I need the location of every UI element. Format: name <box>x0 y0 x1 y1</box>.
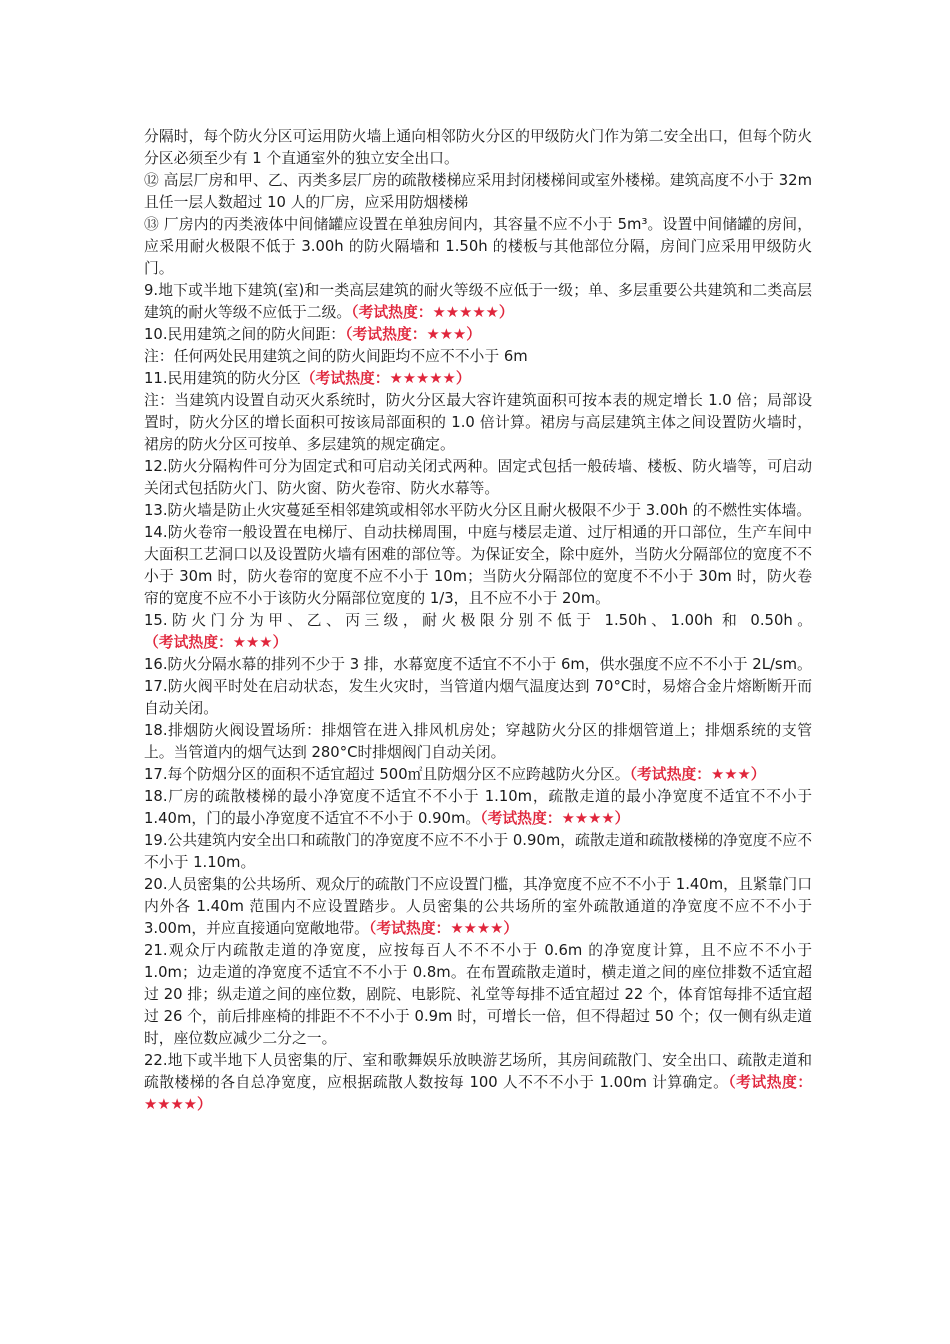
paragraph-text: 注：任何两处民用建筑之间的防火间距均不应不不小于 6m <box>144 348 528 365</box>
paragraph-text: 18.厂房的疏散楼梯的最小净宽度不适宜不不小于 1.10m，疏散走道的最小净宽度不适宜不不小于 1.40m，门的最小净宽度不适宜不不小于 0.90m。 <box>144 788 812 827</box>
paragraph-text: ⑬ 厂房内的丙类液体中间储罐应设置在单独房间内，其容量不应不小于 5m³。设置中间储罐的房间，应采用耐火极限不低于 3.00h 的防火隔墙和 1.50h 的楼板与其他部位分隔，房间门应采用甲级防火门。 <box>144 216 812 277</box>
paragraph-item-11 <box>144 368 812 390</box>
paragraph-text: 17.每个防烟分区的面积不适宜超过 500㎡且防烟分区不应跨越防火分区。 <box>144 766 630 783</box>
exam-heat-label: （考试热度：★★★★） <box>480 810 630 827</box>
paragraph-text: 15.防火门分为甲、乙、丙三级，耐火极限分别不低于 1.50h、1.00h 和 0.50h。 <box>144 612 812 629</box>
paragraph-note-10 <box>144 346 812 368</box>
paragraph-13 <box>144 214 812 280</box>
paragraph-text: 11.民用建筑的防火分区 <box>144 370 301 387</box>
paragraph-text: 21.观众厅内疏散走道的净宽度，应按每百人不不不小于 0.6m 的净宽度计算，且不应不不小于 1.0m；边走道的净宽度不适宜不不小于 0.8m。在布置疏散走道时，横走道之间的座位排数不适宜超过 20 排；纵走道之间的座位数，剧院、电影院、礼堂等每排不适宜超过 22 个，体育馆每排不适宜超过 26 个，前后排座椅的排距不不不小于 0.9m 时，可增长一倍，但不得超过 50 个；仅一侧有纵走道时，座位数应减少二分之一。 <box>144 942 812 1047</box>
paragraph-text: 12.防火分隔构件可分为固定式和可启动关闭式两种。固定式包括一般砖墙、楼板、防火墙等，可启动关闭式包括防火门、防火窗、防火卷帘、防火水幕等。 <box>144 458 812 497</box>
paragraph-item-20 <box>144 874 812 940</box>
paragraph-item-18b <box>144 786 812 830</box>
paragraph-text: 18.排烟防火阀设置场所：排烟管在进入排风机房处；穿越防火分区的排烟管道上；排烟系统的支管上。当管道内的烟气达到 280°C时排烟阀门自动关闭。 <box>144 722 812 761</box>
paragraph-text: 分隔时，每个防火分区可运用防火墙上通向相邻防火分区的甲级防火门作为第二安全出口，但每个防火分区必须至少有 1 个直通室外的独立安全出口。 <box>144 128 812 167</box>
paragraph-text: 注：当建筑内设置自动灭火系统时，防火分区最大容许建筑面积可按本表的规定增长 1.0 倍；局部设置时，防火分区的增长面积可按该局部面积的 1.0 倍计算。裙房与高层建筑主体之间设置防火墙时，裙房的防火分区可按单、多层建筑的规定确定。 <box>144 392 812 453</box>
exam-heat-label: （考试热度：★★★★） <box>368 920 519 937</box>
paragraph-item-17a <box>144 676 812 720</box>
paragraph-item-16 <box>144 654 812 676</box>
exam-heat-label: （考试热度：★★★） <box>345 326 482 343</box>
paragraph-text: 16.防火分隔水幕的排列不少于 3 排，水幕宽度不适宜不不小于 6m，供水强度不应不不小于 2L/sm。 <box>144 656 812 673</box>
paragraph-item-22 <box>144 1050 812 1116</box>
paragraph-item-13 <box>144 500 812 522</box>
exam-heat-label: （考试热度：★★★★） <box>144 1074 812 1113</box>
paragraph-item-12 <box>144 456 812 500</box>
paragraph-text: 13.防火墙是防止火灾蔓延至相邻建筑或相邻水平防火分区且耐火极限不少于 3.00h 的不燃性实体墙。 <box>144 502 812 519</box>
paragraph-item-21 <box>144 940 812 1050</box>
exam-heat-label: （考试热度：★★★） <box>629 766 766 783</box>
paragraph-item-9 <box>144 280 812 324</box>
paragraph-text: 20.人员密集的公共场所、观众厅的疏散门不应设置门槛，其净宽度不应不不小于 1.40m，且紧靠门口内外各 1.40m 范围内不应设置踏步。人员密集的公共场所的室外疏散通道的净宽度不应不不小于 3.00m，并应直接通向宽敞地带。 <box>144 876 812 937</box>
paragraph-item-17b <box>144 764 812 786</box>
paragraph-item-10 <box>144 324 812 346</box>
paragraph-text: 19.公共建筑内安全出口和疏散门的净宽度不应不不小于 0.90m，疏散走道和疏散楼梯的净宽度不应不不小于 1.10m。 <box>144 832 812 871</box>
paragraph-text: 22.地下或半地下人员密集的厅、室和歌舞娱乐放映游艺场所，其房间疏散门、安全出口、疏散走道和疏散楼梯的各自总净宽度，应根据疏散人数按每 100 人不不不小于 1.00m 计算确定。 <box>144 1052 812 1091</box>
paragraph-item-18a <box>144 720 812 764</box>
paragraph-item-19 <box>144 830 812 874</box>
exam-heat-label: （考试热度：★★★★★） <box>351 304 514 321</box>
paragraph-text: 9.地下或半地下建筑(室)和一类高层建筑的耐火等级不应低于一级；单、多层重要公共建筑和二类高层建筑的耐火等级不应低于二级。 <box>144 282 812 321</box>
paragraph-item-15 <box>144 610 812 654</box>
document-page <box>144 126 812 1116</box>
exam-heat-label: （考试热度：★★★） <box>144 634 288 651</box>
paragraph-12 <box>144 170 812 214</box>
paragraph-item-14 <box>144 522 812 610</box>
paragraph-text: 14.防火卷帘一般设置在电梯厅、自动扶梯周围，中庭与楼层走道、过厅相通的开口部位，生产车间中大面积工艺洞口以及设置防火墙有困难的部位等。为保证安全，除中庭外，当防火分隔部位的宽度不不小于 30m 时，防火卷帘的宽度不应不小于 10m；当防火分隔部位的宽度不不小于 30m 时，防火卷帘的宽度不应不小于该防火分隔部位宽度的 1/3，且不应不小于 20m。 <box>144 524 812 607</box>
paragraph-text: 10.民用建筑之间的防火间距： <box>144 326 346 343</box>
exam-heat-label: （考试热度：★★★★★） <box>300 370 471 387</box>
paragraph-text: 17.防火阀平时处在启动状态，发生火灾时，当管道内烟气温度达到 70°C时，易熔合金片熔断断开而自动关闭。 <box>144 678 812 717</box>
paragraph-text: ⑫ 高层厂房和甲、乙、丙类多层厂房的疏散楼梯应采用封闭楼梯间或室外楼梯。建筑高度不小于 32m 且任一层人数超过 10 人的厂房，应采用防烟楼梯 <box>144 172 812 211</box>
paragraph-note-11 <box>144 390 812 456</box>
paragraph-cont-exit <box>144 126 812 170</box>
